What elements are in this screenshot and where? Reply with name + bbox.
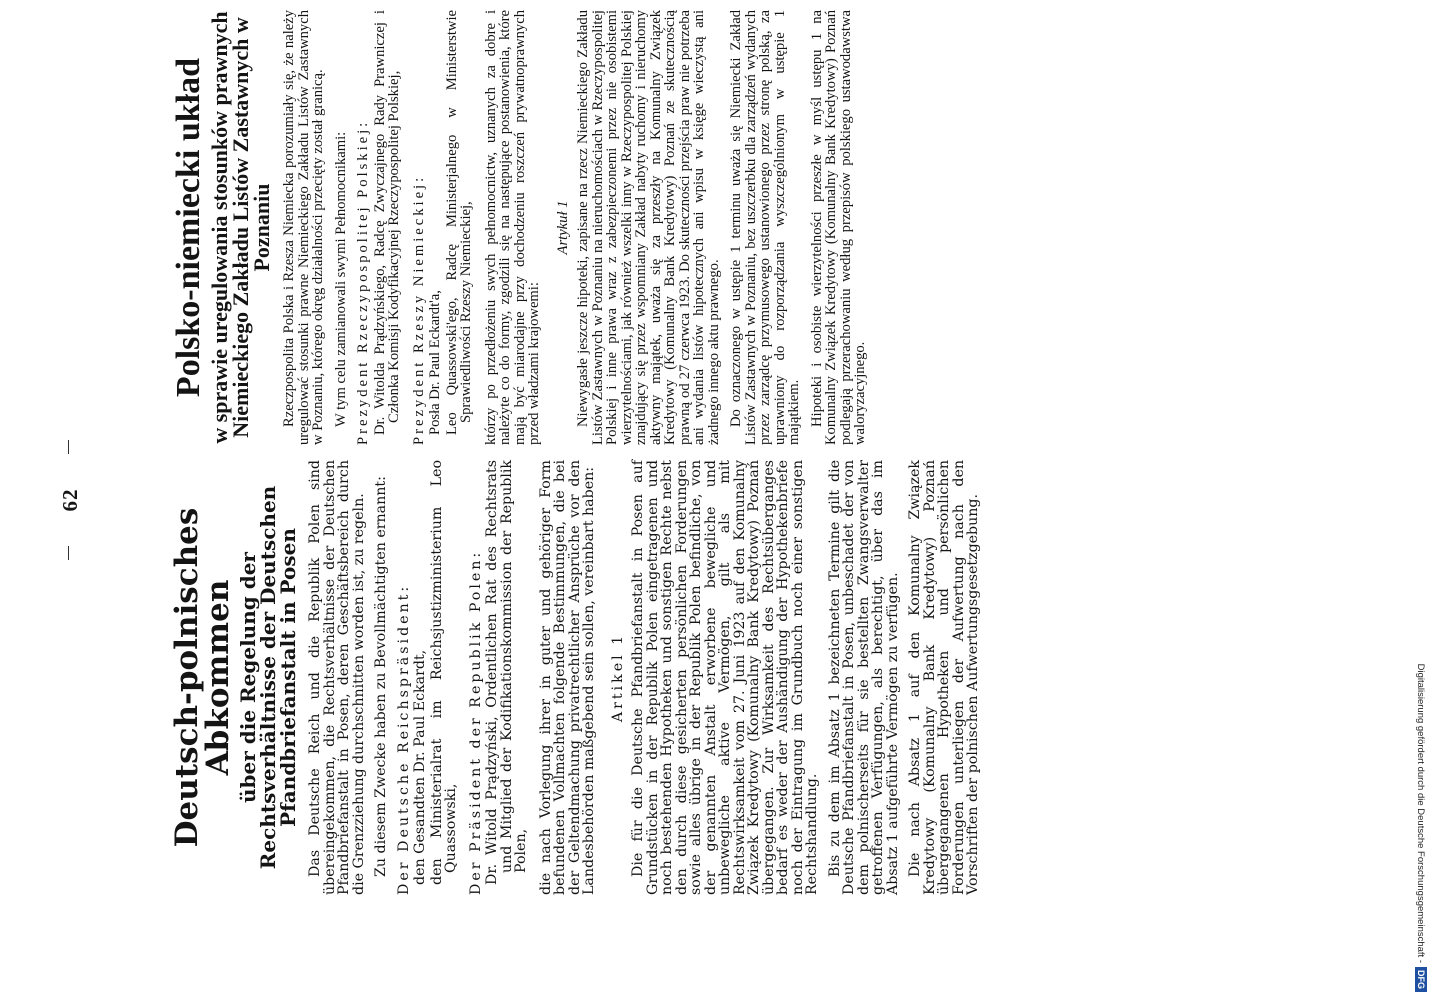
german-head-reich: Der Deutsche Reichspräsident: bbox=[395, 583, 412, 895]
german-delegate-quassowski: den Ministerialrat im Reichsjustizministerium Leo Quassowski, bbox=[428, 460, 459, 885]
polish-delegate-eckardt: Posła Dr. Paul Eckardt'a, bbox=[427, 290, 443, 435]
polish-head-poland: Prezydent Rzeczypospolitej Polskiej: bbox=[355, 119, 371, 445]
polish-article-para-3: Hipoteki i osobiste wierzytelności przeszłe w myśl ustępu 1 na Komunalny Związek Kredytowy (Komunalny Bank Kredytowy) Poznań podlegają przerachowaniu według przepisów polskiego ustawodawstwa waloryzacyjnego. bbox=[808, 10, 868, 445]
german-delegate-eckardt: den Gesandten Dr. Paul Eckardt, bbox=[412, 649, 428, 885]
german-head-polen: Der Präsident der Republik Polen: bbox=[467, 549, 484, 895]
polish-title: Polsko-niemiecki układ bbox=[170, 57, 207, 398]
polish-heading bbox=[172, 10, 272, 445]
polish-article-para-2: Do oznaczonego w ustępie 1 terminu uważa się Niemiecki Zakład Listów Zastawnych w Poznaniu, bez uszczerbku dla zarządzeń wydanych przez zarządcę przymusowego ustanowionego przez stronę polską, za uprawniony do rozporządzania wyszczególnionym w ustępie 1 majątkiem. bbox=[728, 10, 802, 445]
german-agreement: die nach Vorlegung ihrer in guter und gehöriger Form befundenen Vollmachten folgende Bestimmungen, die bei der Geltendmachung privatrechtlicher Ansprüche vor den Landesbehörden maßgebend sein sollen, vereinbart haben: bbox=[537, 460, 597, 895]
polish-intro: Rzeczpospolita Polska i Rzesza Niemiecka porozumiały się, że należy uregulować stosunki prawne Niemieckiego Zakładu Listów Zastawnych w Poznaniu, którego okręg działalności przecięty został granicą. bbox=[281, 10, 326, 445]
page-number: 62 bbox=[58, 488, 82, 512]
digitization-stamp bbox=[1408, 0, 1434, 1000]
polish-column bbox=[172, 10, 876, 445]
german-delegate-pradzynski: Dr. Witold Prądzyński, Ordentlichen Rat des Rechtsrats und Mitglied der Kodifikationskommission der Republik Polen, bbox=[484, 460, 529, 885]
german-title: Deutsch-polnisches Abkommen bbox=[169, 507, 236, 848]
polish-head-germany: Prezydent Rzeszy Niemieckiej: bbox=[410, 174, 427, 445]
polish-delegate-quassowski: Leo Quassowski'ego, Radcę Ministerjalnego w Ministerstwie Sprawiedliwości Rzeszy Niemieckiej, bbox=[443, 10, 474, 435]
dfg-logo: DFG bbox=[1415, 967, 1427, 992]
german-article-para-1: Die für die Deutsche Pfandbriefanstalt in Posen auf Grundstücken in der Republik Polen eingetragenen und noch bestehenden Hypotheken und sonstigen Rechte nebst den durch diese gesicherten persönlichen Forderungen sowie alles übrige in der Republik Polen befindliche, von der genannten Anstalt erworbene bewegliche und unbewegliche aktive Vermögen, gilt als mit Rechtswirksamkeit vom 27. Juni 1923 auf den Komunalny Związek Kredytowy (Komunalny Bank Kredytowy) Poznań übergegangen. Zur Wirksamkeit des Rechtsüberganges bedarf es weder der Aushändigung der Hypothekenbriefe noch der Eintragung im Grundbuch noch einer sonstigen Rechtshandlung. bbox=[630, 460, 820, 895]
german-subtitle: über die Regelung der Rechtsverhältnisse der Deutschen Pfandbriefanstalt in Posen bbox=[236, 485, 300, 870]
polish-delegate-pradzynski: Dr. Witolda Prądzyńskiego, Radcę Zwyczajnego Rady Prawniczej i Członka Komisji Kodyfikacyjnej Rzeczypospolitej Polskiej, bbox=[371, 10, 402, 435]
german-article-heading: Artikel 1 bbox=[609, 632, 626, 723]
german-heading bbox=[169, 460, 300, 895]
polish-article-heading: Artykuł 1 bbox=[554, 200, 571, 255]
german-column bbox=[169, 460, 989, 895]
german-intro: Das Deutsche Reich und die Republik Polen sind übereingekommen, die Rechtsverhältnisse der Deutschen Pfandbriefanstalt in Posen, deren Geschäftsbereich durch die Grenzziehung durchschnitten worden ist, zu regeln. bbox=[307, 460, 367, 895]
digitization-stamp-text: Digitalisierung gefördert durch die Deutsche Forschungsgemeinschaft - bbox=[1415, 663, 1427, 963]
polish-article-para-1: Niewygasłe jeszcze hipoteki, zapisane na rzecz Niemieckiego Zakładu Listów Zastawnych w Poznaniu na nieruchomościach w Rzeczypospolitej Polskiej i inne prawa wraz z zabezpieczonemi przez nie osobistemi wierzytelnościami, jak również wszelki inny w Rzeczypospolitej Polskiej znajdujący się przez wspomniany Zakład nabyty ruchomy i nieruchomy aktywny majątek, uważa się za przeszły na Komunalny Związek Kredytowy (Komunalny Bank Kredytowy) Poznań ze skutecznością prawną od 27 czerwca 1923. Do skuteczności przejścia praw nie potrzeba ani wydania listów hipotecznych ani wpisu w księge wieczystą ani żadnego innego aktu prawnego. bbox=[575, 10, 722, 445]
german-article-para-3: Die nach Absatz 1 auf den Komunalny Związek Kredytowy (Komunalny Bank Kredytowy) Poznań übergegangenen Hypotheken und persönlichen Forderungen unterliegen der Aufwertung nach den Vorschriften der polnischen Aufwertungsgesetzgebung. bbox=[907, 460, 981, 895]
polish-subtitle: w sprawie uregulowania stosunków prawnych Niemieckiego Zakładu Listów Zastawnych w Poznaniu bbox=[207, 11, 274, 444]
german-article-para-2: Bis zu dem im Absatz 1 bezeichneten Termine gilt die Deutsche Pfandbriefanstalt in Posen, unbeschadet der von dem polnischerseits für sie bestellten Zwangsverwalter getroffenen Verfügungen, als berechtigt, über das im Absatz 1 aufgeführte Vermögen zu verfügen. bbox=[826, 460, 901, 895]
german-purpose: Zu diesem Zwecke haben zu Bevollmächtigten ernannt: bbox=[373, 476, 389, 877]
polish-purpose: W tym celu zamianowali swymi Pełnomocnikami: bbox=[332, 131, 349, 427]
polish-agreement: którzy po przedłożeniu swych pełnomocnictw, uznanych za dobre i należyte co do formy, zgodzili się na następujące postanowienia, które mają być miarodajne przy dochodzeniu roszczeń prywatnoprawnych przed władzami krajowemi: bbox=[482, 10, 542, 445]
page-number-dash-right bbox=[68, 440, 69, 454]
